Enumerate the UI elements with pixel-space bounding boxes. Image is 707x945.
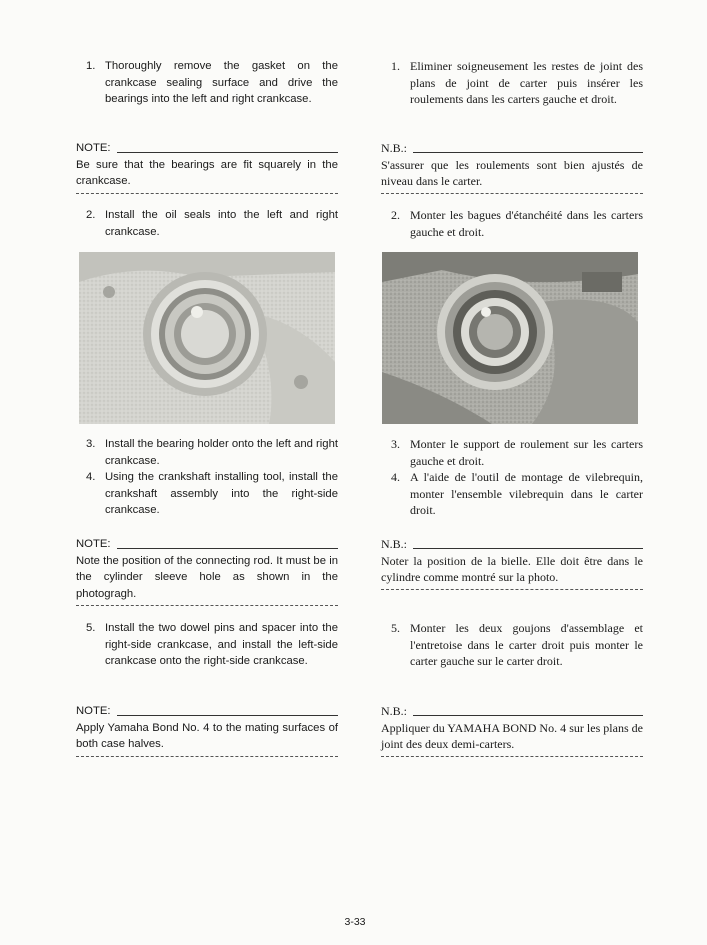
note-text: Be sure that the bearings are fit squarely in the crankcase. <box>76 158 338 187</box>
step-text: Monter les deux goujons d'assemblage et l'entretoise dans le carter droit puis monter le carter gauche sur le carter droit. <box>410 621 643 668</box>
step-number: 3. <box>391 437 400 451</box>
note-label: N.B.: <box>381 704 408 718</box>
note-label: NOTE: <box>76 538 111 550</box>
fr-note-3 <box>381 703 643 757</box>
step-text: Install the oil seals into the left and right crankcase. <box>105 209 338 238</box>
note-text: Apply Yamaha Bond No. 4 to the mating surfaces of both case halves. <box>76 721 338 750</box>
note-text: Appliquer du YAMAHA BOND No. 4 sur les plans de joint des deux demi-carters. <box>381 720 643 751</box>
step-text: Thoroughly remove the gasket on the crankcase sealing surface and drive the bearings into the left and right crankcase. <box>105 60 338 105</box>
en-step-2 <box>76 207 338 240</box>
step-text: Using the crankshaft installing tool, install the crankshaft assembly into the right-side crankcase. <box>105 471 338 516</box>
step-text: Monter le support de roulement sur les carters gauche et droit. <box>410 437 643 468</box>
note-label: NOTE: <box>76 142 111 154</box>
step-number: 1. <box>391 59 400 73</box>
oil-seal-illustration <box>382 252 638 424</box>
oil-seal-illustration <box>79 252 335 424</box>
fr-step-5 <box>381 620 643 670</box>
note-end-rule <box>76 602 338 606</box>
step-number: 4. <box>391 470 400 484</box>
en-note-2 <box>76 536 338 606</box>
note-end-rule <box>381 586 643 590</box>
step-number: 1. <box>86 60 96 72</box>
note-text: Noter la position de la bielle. Elle doit être dans le cylindre comme montré sur la photo. <box>381 553 643 584</box>
step-number: 5. <box>391 621 400 635</box>
step-text: Monter les bagues d'étanchéité dans les carters gauche et droit. <box>410 208 643 239</box>
step-text: Eliminer soigneusement les restes de joint des plans de joint de carter puis insérer les roulements dans les carters gauche et droit. <box>410 59 643 106</box>
note-end-rule <box>76 190 338 194</box>
step-text: Install the two dowel pins and spacer into the right-side crankcase, and install the left-side crankcase onto the right-side crankcase. <box>105 622 338 667</box>
photo-oil-seal-right <box>382 252 638 424</box>
en-note-1 <box>76 140 338 194</box>
step-number: 2. <box>86 209 96 221</box>
step-number: 5. <box>86 622 96 634</box>
fr-step-2 <box>381 207 643 240</box>
note-label: N.B.: <box>381 141 408 155</box>
page-number: 3-33 <box>344 916 366 928</box>
fr-note-1 <box>381 140 643 194</box>
fr-step-1 <box>381 58 643 108</box>
note-text: Note the position of the connecting rod. It must be in the cylinder sleeve hole as shown in the photogragh. <box>76 554 338 600</box>
note-label: N.B.: <box>381 537 408 551</box>
note-text: S'assurer que les roulements sont bien ajustés de niveau dans le carter. <box>381 157 643 188</box>
note-end-rule <box>76 753 338 757</box>
note-end-rule <box>381 753 643 757</box>
en-step-3 <box>76 436 338 469</box>
fr-note-2 <box>381 536 643 590</box>
note-label: NOTE: <box>76 705 111 717</box>
fr-step-3 <box>381 436 643 469</box>
step-number: 4. <box>86 471 96 483</box>
step-text: A l'aide de l'outil de montage de vilebrequin, monter l'ensemble vilebrequin dans le carter droit. <box>410 470 643 517</box>
en-note-3 <box>76 703 338 757</box>
step-number: 2. <box>391 208 400 222</box>
en-step-5 <box>76 620 338 670</box>
en-step-1 <box>76 58 338 108</box>
photo-oil-seal-left <box>79 252 335 424</box>
en-step-4 <box>76 469 338 519</box>
step-text: Install the bearing holder onto the left and right crankcase. <box>105 438 338 467</box>
fr-step-4 <box>381 469 643 519</box>
note-end-rule <box>381 190 643 194</box>
step-number: 3. <box>86 438 96 450</box>
